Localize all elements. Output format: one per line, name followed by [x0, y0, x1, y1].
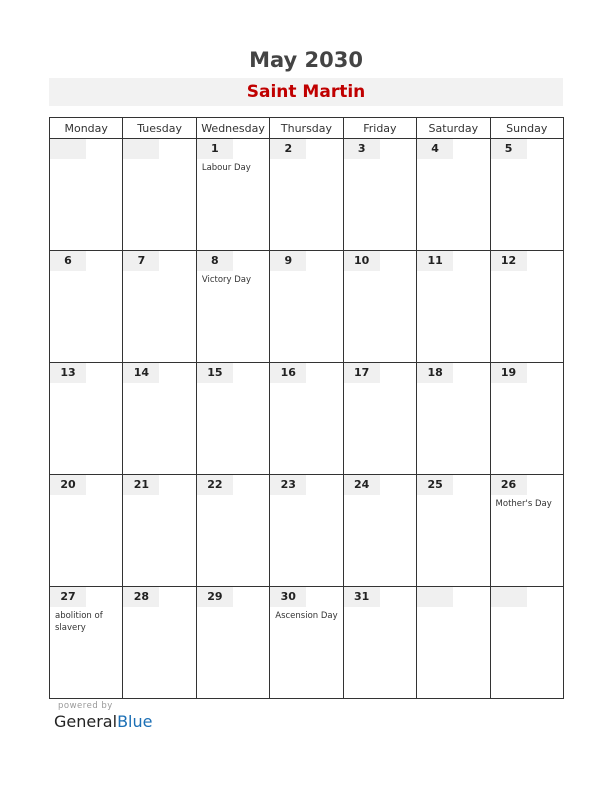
day-number	[417, 587, 453, 607]
day-cell	[50, 587, 123, 699]
day-number: 31	[344, 587, 380, 607]
day-cell	[196, 363, 269, 475]
day-number: 1	[197, 139, 233, 159]
day-cell	[343, 475, 416, 587]
day-cell	[196, 139, 269, 251]
day-cell	[343, 587, 416, 699]
generalblue-logo[interactable]	[54, 712, 152, 731]
day-cell	[123, 475, 196, 587]
day-number: 11	[417, 251, 453, 271]
day-number: 18	[417, 363, 453, 383]
day-number: 27	[50, 587, 86, 607]
day-cell	[490, 475, 563, 587]
day-cell	[343, 139, 416, 251]
week-row	[50, 251, 564, 363]
day-cell	[417, 475, 490, 587]
day-cell	[417, 251, 490, 363]
weekday-header: Wednesday	[196, 118, 269, 139]
day-cell	[196, 475, 269, 587]
day-number: 2	[270, 139, 306, 159]
day-cell	[196, 251, 269, 363]
day-number: 4	[417, 139, 453, 159]
day-cell	[50, 251, 123, 363]
region-name: Saint Martin	[49, 78, 563, 106]
day-cell	[417, 587, 490, 699]
day-number	[491, 587, 527, 607]
page-title: May 2030	[249, 48, 363, 72]
day-cell	[123, 251, 196, 363]
weekday-header: Tuesday	[123, 118, 196, 139]
day-number: 3	[344, 139, 380, 159]
day-cell	[270, 363, 343, 475]
day-cell	[50, 139, 123, 251]
day-number: 24	[344, 475, 380, 495]
powered-by-label: powered by	[58, 701, 113, 711]
day-number: 14	[123, 363, 159, 383]
day-number: 17	[344, 363, 380, 383]
weekday-header-row	[50, 118, 564, 139]
brand-general: General	[54, 712, 118, 731]
day-number: 21	[123, 475, 159, 495]
holiday-label: Victory Day	[201, 275, 252, 285]
day-number: 30	[270, 587, 306, 607]
week-row	[50, 475, 564, 587]
calendar-grid	[49, 117, 564, 699]
weekday-header: Sunday	[490, 118, 563, 139]
weekday-header: Saturday	[417, 118, 490, 139]
week-row	[50, 587, 564, 699]
day-number: 28	[123, 587, 159, 607]
week-row	[50, 363, 564, 475]
weekday-header: Friday	[343, 118, 416, 139]
day-number: 13	[50, 363, 86, 383]
day-number: 25	[417, 475, 453, 495]
day-number: 26	[491, 475, 527, 495]
day-cell	[343, 363, 416, 475]
week-row	[50, 139, 564, 251]
day-cell	[123, 139, 196, 251]
day-number: 5	[491, 139, 527, 159]
day-number: 15	[197, 363, 233, 383]
day-number: 20	[50, 475, 86, 495]
day-number	[123, 139, 159, 159]
holiday-label: Ascension Day	[275, 611, 338, 621]
day-cell	[270, 587, 343, 699]
day-cell	[490, 251, 563, 363]
day-number: 16	[270, 363, 306, 383]
day-cell	[417, 139, 490, 251]
day-number: 8	[197, 251, 233, 271]
day-cell	[123, 587, 196, 699]
holiday-label: Mother's Day	[495, 499, 552, 509]
brand-blue: Blue	[117, 712, 153, 731]
day-cell	[270, 139, 343, 251]
day-number: 29	[197, 587, 233, 607]
day-number: 7	[123, 251, 159, 271]
day-cell	[490, 363, 563, 475]
weekday-header: Monday	[50, 118, 123, 139]
day-cell	[50, 363, 123, 475]
day-cell	[270, 475, 343, 587]
day-number: 6	[50, 251, 86, 271]
day-cell	[343, 251, 416, 363]
day-number: 10	[344, 251, 380, 271]
weekday-header: Thursday	[270, 118, 343, 139]
day-number	[50, 139, 86, 159]
day-cell	[50, 475, 123, 587]
day-cell	[123, 363, 196, 475]
day-cell	[417, 363, 490, 475]
day-cell	[490, 139, 563, 251]
day-number: 22	[197, 475, 233, 495]
day-number: 23	[270, 475, 306, 495]
holiday-label: Labour Day	[201, 163, 251, 173]
holiday-label: abolition of slavery	[55, 611, 103, 633]
day-number: 9	[270, 251, 306, 271]
day-number: 19	[491, 363, 527, 383]
day-cell	[196, 587, 269, 699]
day-number: 12	[491, 251, 527, 271]
day-cell	[270, 251, 343, 363]
day-cell	[490, 587, 563, 699]
